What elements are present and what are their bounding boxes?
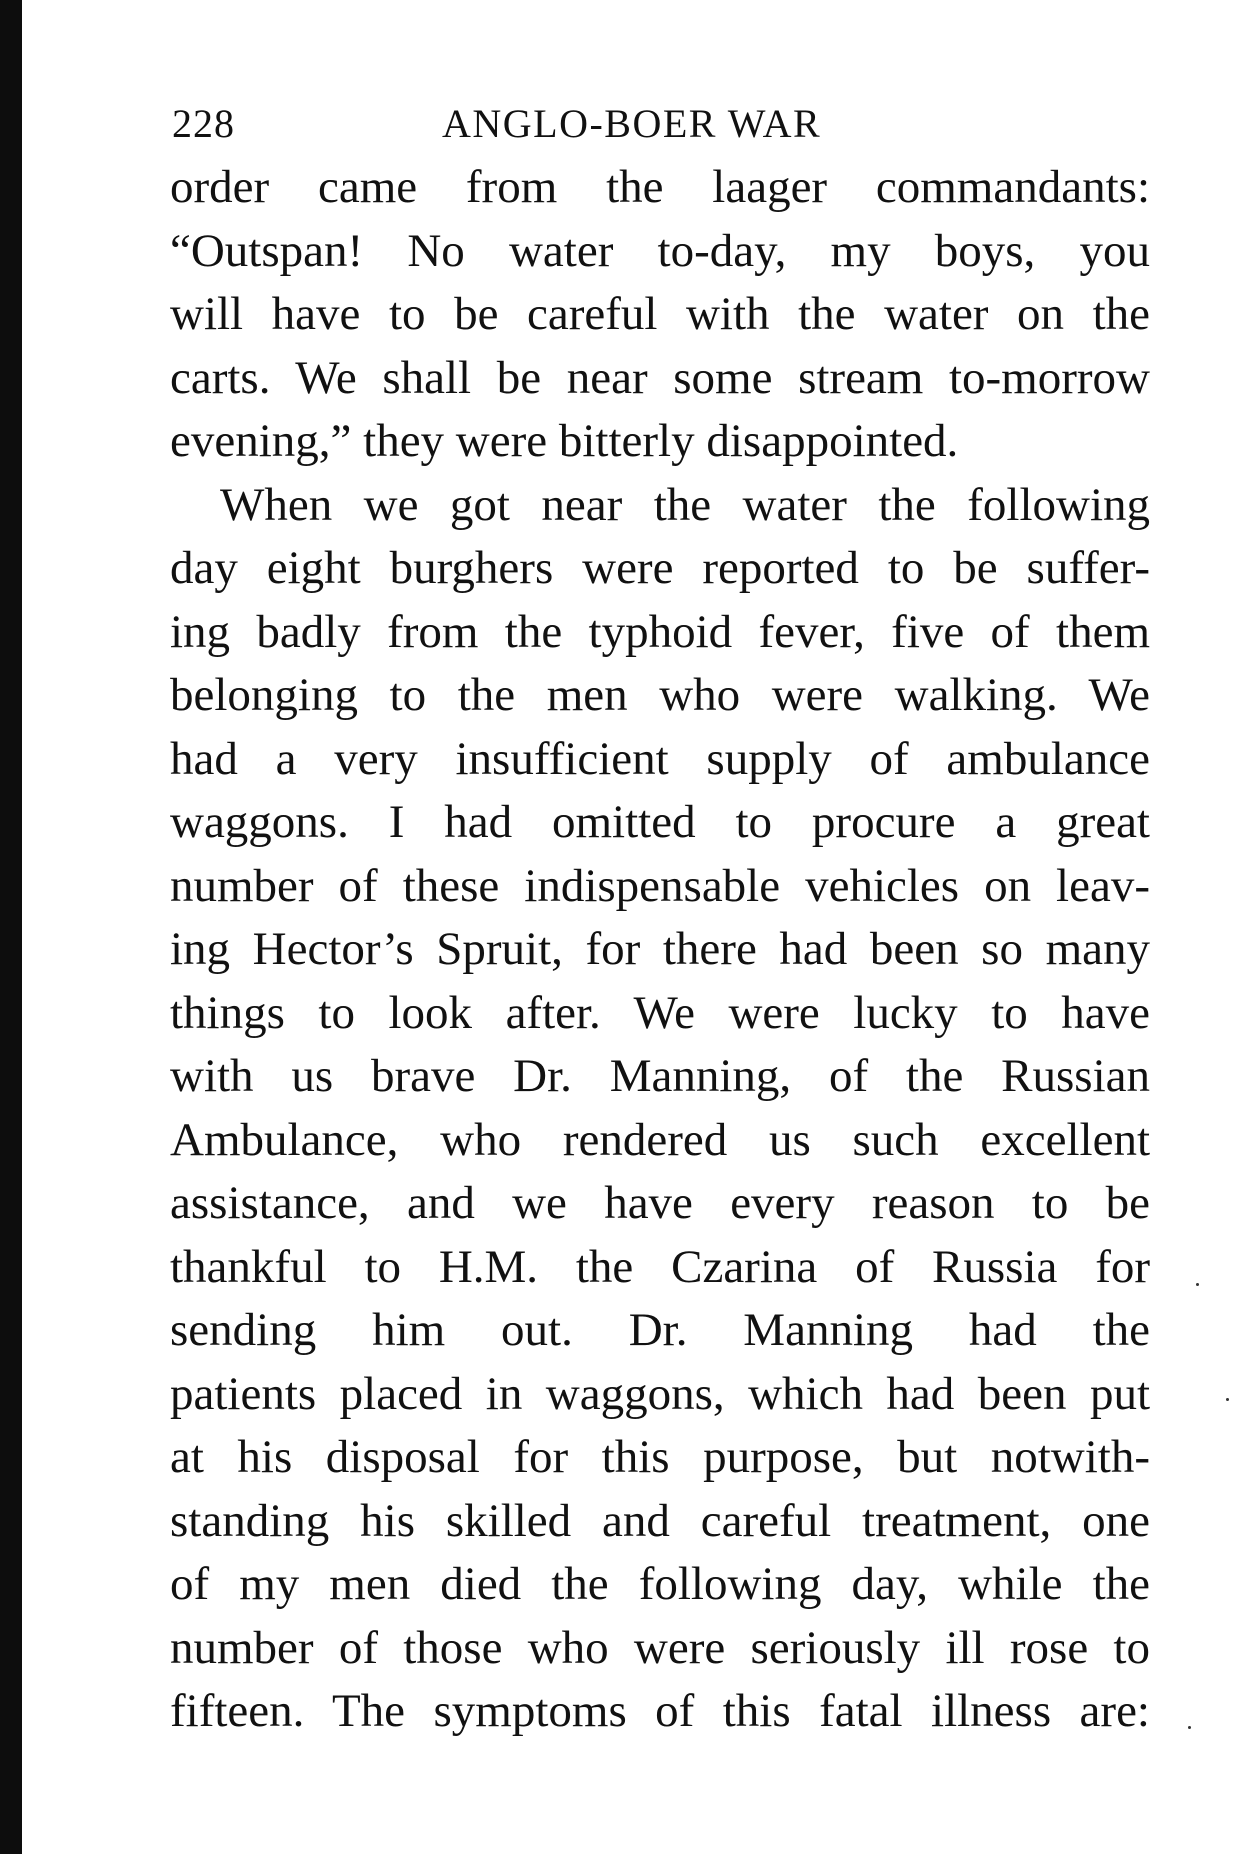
scan-speck [1188, 1726, 1191, 1729]
text-line: number of those who were seriously ill rose to [170, 1621, 1150, 1674]
body-text [170, 156, 1150, 1744]
text-line: standing his skilled and careful treatment, one [170, 1494, 1150, 1547]
text-line: of my men died the following day, while the [170, 1558, 1150, 1610]
text-line: waggons. I had omitted to procure a great [170, 796, 1150, 848]
book-page [170, 92, 1150, 1744]
text-line: ing badly from the typhoid fever, five of them [170, 605, 1150, 658]
paragraph-1 [170, 156, 1150, 474]
text-line: patients placed in waggons, which had been put [170, 1367, 1150, 1420]
running-head [170, 92, 1150, 156]
text-line: carts. We shall be near some stream to-morrow [170, 351, 1150, 404]
binding-edge [0, 0, 22, 1854]
text-line: When we got near the water the following [220, 478, 1150, 531]
text-line: belonging to the men who were walking. We [170, 669, 1150, 721]
text-line: had a very insufficient supply of ambulance [170, 732, 1150, 785]
text-line: ing Hector’s Spruit, for there had been so many [170, 923, 1150, 975]
text-line: order came from the laager commandants: [170, 161, 1150, 213]
text-line: sending him out. Dr. Manning had the [170, 1304, 1150, 1356]
text-line: fifteen. The symptoms of this fatal illness are: [170, 1685, 1150, 1737]
page-number: 228 [172, 101, 235, 146]
text-line: at his disposal for this purpose, but notwith- [170, 1431, 1150, 1483]
paragraph-2 [170, 474, 1150, 1744]
running-title: ANGLO-BOER WAR [442, 101, 822, 146]
text-line: thankful to H.M. the Czarina of Russia for [170, 1240, 1150, 1293]
text-line: day eight burghers were reported to be suffer- [170, 542, 1150, 594]
text-line: things to look after. We were lucky to have [170, 986, 1150, 1039]
scan-speck [1226, 1398, 1229, 1401]
text-line: evening,” they were bitterly disappointed. [170, 415, 959, 467]
scan-speck [1196, 1283, 1199, 1286]
text-line: “Outspan! No water to-day, my boys, you [170, 224, 1150, 277]
text-line: assistance, and we have every reason to be [170, 1177, 1150, 1229]
text-line: number of these indispensable vehicles on leav- [170, 859, 1150, 912]
text-line: Ambulance, who rendered us such excellent [170, 1113, 1150, 1166]
text-line: will have to be careful with the water on the [170, 288, 1150, 340]
text-line: with us brave Dr. Manning, of the Russian [170, 1050, 1150, 1102]
